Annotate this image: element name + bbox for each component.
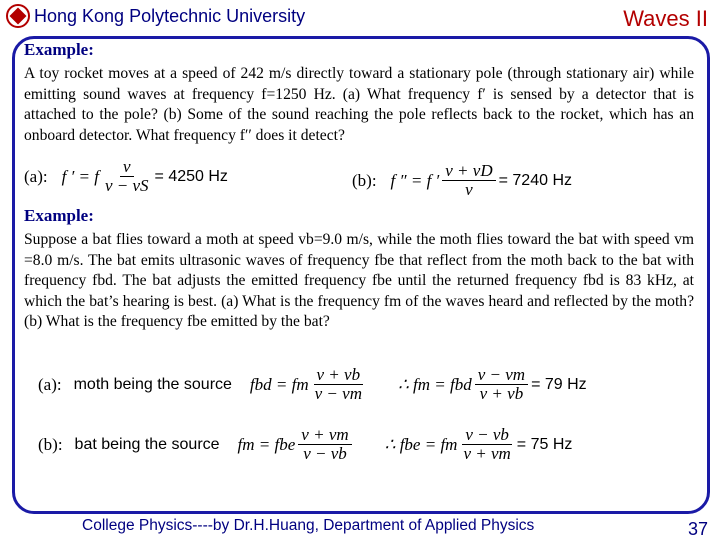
formula-a-therefore: ∴ fm = fbd [397, 374, 472, 394]
formula-a-fraction-2 [475, 366, 528, 403]
footer-credit: College Physics----by Dr.H.Huang, Department of Applied Physics [82, 517, 535, 534]
example1-formula-b [352, 162, 572, 199]
formula-a-label: (a): [38, 374, 62, 394]
formula-b-fraction-2 [460, 426, 513, 463]
formula-b-label: (b): [38, 434, 63, 454]
formula-b-numerator: v + vD [442, 162, 495, 181]
formula-a-lhs: fbd = fm [249, 374, 309, 394]
formula-a-denominator: v − vS [104, 176, 149, 195]
formula-a-fraction [102, 158, 152, 195]
formula-a-result: = 79 Hz [531, 375, 587, 393]
formula-b-denominator: v − vb [303, 444, 347, 463]
example1-heading: Example: [24, 40, 94, 59]
example1-text: A toy rocket moves at a speed of 242 m/s directly toward a stationary pole (through stationary air) while emitting sound waves at frequency f=1250 Hz. (a) What frequency f′ is sensed by a detector that is attached to the pole? (b) Some of the sound reaching the pole reflects back to the rocket, which has an onboard detector. What frequency f′′ does it detect? [24, 65, 694, 144]
page-number: 37 [687, 519, 708, 539]
formula-b-description: bat being the source [74, 435, 220, 453]
slide-title: Waves II [623, 6, 708, 31]
formula-a-description: moth being the source [73, 375, 232, 393]
formula-b-therefore: ∴ fbe = fm [384, 434, 458, 454]
example2-text: Suppose a bat flies toward a moth at speed vb=9.0 m/s, while the moth flies toward the bat with speed vm =8.0 m/s. The bat emits ultrasonic waves of frequency fbe that reflect from the moth back to the bat with frequency fbd. The bat adjusts the emitted frequency fbe until the returned frequency fbd is 83 kHz, at which the bat’s hearing is best. (a) What is the frequency fm of the waves heard and reflected by the moth? (b) What is the frequency fbe emitted by the bat? [24, 231, 694, 330]
formula-a-numerator-2: v − vm [475, 366, 528, 385]
formula-b-label: (b): [352, 170, 377, 190]
formula-a-numerator: v [120, 158, 134, 177]
formula-b-result: = 7240 Hz [498, 171, 572, 189]
formula-b-denominator: v [465, 180, 473, 199]
formula-b-denominator-2: v + vm [463, 444, 511, 463]
formula-a-fraction [312, 366, 365, 403]
formula-b-numerator: v + vm [298, 426, 351, 445]
formula-b-lhs: fm = fbe [237, 434, 296, 454]
formula-a-lhs: f ′ = f [61, 166, 99, 186]
formula-a-result: = 4250 Hz [154, 167, 228, 185]
formula-b-fraction [442, 162, 495, 199]
formula-b-fraction [298, 426, 351, 463]
university-name: Hong Kong Polytechnic University [34, 5, 306, 26]
formula-a-denominator-2: v + vb [479, 384, 524, 403]
example2-formula-a [38, 366, 587, 403]
example2-formula-b [38, 426, 572, 463]
header-left [6, 4, 305, 28]
example2-heading: Example: [24, 206, 94, 225]
formula-a-label: (a): [24, 166, 48, 186]
university-logo-icon [6, 4, 30, 28]
formula-a-denominator: v − vm [314, 384, 362, 403]
formula-b-numerator-2: v − vb [462, 426, 512, 445]
example1-formula-a [24, 158, 228, 195]
formula-a-numerator: v + vb [314, 366, 364, 385]
formula-b-result: = 75 Hz [516, 435, 573, 453]
formula-b-lhs: f ″ = f ′ [390, 170, 440, 190]
